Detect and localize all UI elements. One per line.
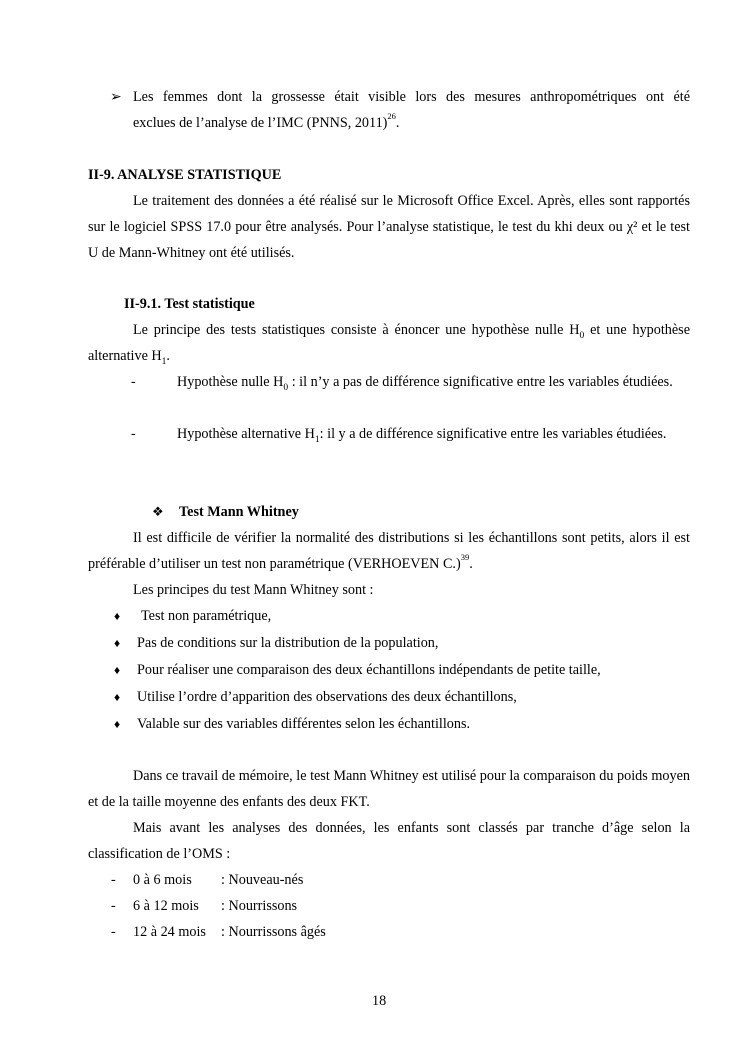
hypothesis-text: Hypothèse alternative $H_1$: il y a de différence significative entre les variables étudiées. <box>177 426 667 445</box>
oms-paragraph: Mais avant les analyses des données, les enfants sont classés par tranche d’âge selon la classification de l’OMS : <box>88 820 690 862</box>
section-title: II-9. ANALYSE STATISTIQUE <box>88 167 282 183</box>
page-number: 18 <box>372 993 387 1009</box>
list-item: Pas de conditions sur la distribution de la population, <box>137 635 439 651</box>
footnote-ref: 26 <box>387 111 396 122</box>
memoire-paragraph: Dans ce travail de mémoire, le test Mann Whitney est utilisé pour la comparaison du poids moyen et de la taille moyenne des enfants des deux FKT. <box>88 768 690 810</box>
arrow-bullet-icon: ➢ <box>110 89 122 105</box>
age-label: : Nourrissons âgés <box>221 924 326 940</box>
diamond-bullet-icon: ♦ <box>114 717 121 731</box>
diamond-bullet-icon: ♦ <box>114 609 121 623</box>
list-item: Pour réaliser une comparaison des deux échantillons indépendants de petite taille, <box>137 662 601 678</box>
hypothesis-text: Hypothèse nulle $H_0$ : il n’y a pas de différence significative entre les variables étudiées. <box>177 374 673 393</box>
dash-bullet: - <box>131 426 136 442</box>
age-range: 0 à 6 mois <box>133 872 192 888</box>
mann-whitney-title: Test Mann Whitney <box>179 504 299 520</box>
diamond-cross-icon: ❖ <box>152 504 164 519</box>
age-label: : Nourrissons <box>221 898 298 914</box>
mann-whitney-paragraph: Il est difficile de vérifier la normalité des distributions si les échantillons sont petits, alors il est préférable d’utiliser un test non paramétrique (VERHOEVEN C.)$^{39}$. <box>88 530 690 572</box>
list-item: Utilise l’ordre d’apparition des observations des deux échantillons, <box>137 689 517 705</box>
principles-intro: Les principes du test Mann Whitney sont : <box>133 582 374 598</box>
subsection-title: II-9.1. Test statistique <box>124 296 255 312</box>
top-bullet-line1: Les femmes dont la grossesse était visible lors des mesures anthropométriques ont été <box>133 89 690 105</box>
diamond-bullet-icon: ♦ <box>114 636 121 650</box>
dash-bullet: - <box>111 872 116 888</box>
diamond-bullet-icon: ♦ <box>114 663 121 677</box>
age-range: 6 à 12 mois <box>133 898 199 914</box>
dash-bullet: - <box>111 924 116 940</box>
list-item: Valable sur des variables différentes selon les échantillons. <box>137 716 471 732</box>
list-item: Test non paramétrique, <box>141 608 272 624</box>
age-label: : Nouveau-nés <box>221 872 304 888</box>
footnote-ref: 39 <box>460 552 470 563</box>
subsection-intro: Le principe des tests statistiques consiste à énoncer une hypothèse nulle $H_0$ et une hypothèse alternative $H_1$. <box>88 322 691 367</box>
top-bullet-line2: exclues de l’analyse de l’IMC (PNNS, 2011)$^{26}$. <box>133 111 400 131</box>
dash-bullet: - <box>111 898 116 914</box>
diamond-bullet-icon: ♦ <box>114 690 121 704</box>
section-paragraph: Le traitement des données a été réalisé sur le Microsoft Office Excel. Après, elles sont rapportés sur le logiciel SPSS 17.0 pour être analysés. Pour l’analyse statistique, le test du khi deux ou χ² et le test U de Mann-Whitney ont été utilisés. <box>88 193 690 261</box>
dash-bullet: - <box>131 374 136 390</box>
age-range: 12 à 24 mois <box>133 924 206 940</box>
